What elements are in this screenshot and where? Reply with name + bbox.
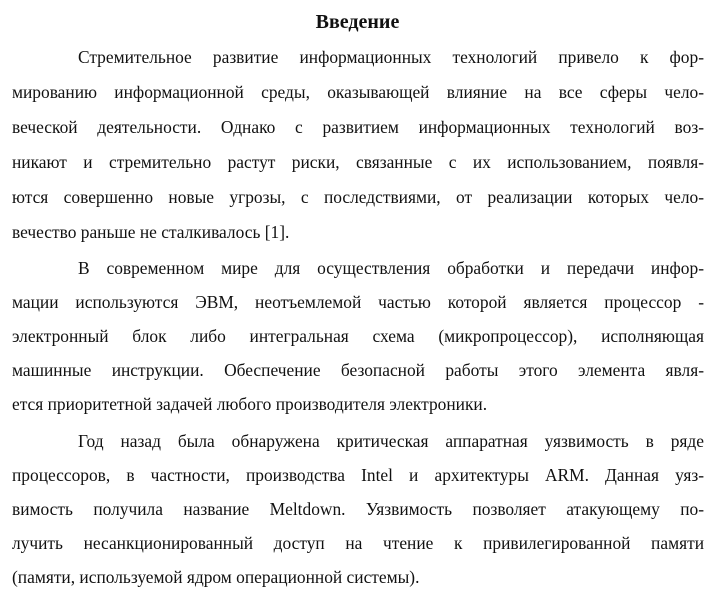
text-line: В современном мире для осуществления обработки и передачи инфор- (78, 258, 704, 278)
text-line: электронный блок либо интегральная схема (микропроцессор), исполняющая (12, 326, 704, 346)
text-line: машинные инструкции. Обеспечение безопасной работы этого элемента явля- (12, 360, 704, 380)
text-line: процессоров, в частности, производства Intel и архитектуры ARM. Данная уяз- (12, 465, 704, 485)
text-line: вимость получила название Meltdown. Уязвимость позволяет атакующему по- (12, 499, 704, 519)
text-line: (памяти, используемой ядром операционной системы). (12, 567, 420, 587)
text-line: ется приоритетной задачей любого производителя электроники. (12, 394, 488, 414)
text-line: мации используются ЭВМ, неотъемлемой частью которой является процессор - (12, 292, 704, 312)
text-line: Год назад была обнаружена критическая аппаратная уязвимость в ряде (78, 431, 704, 451)
text-line: лучить несанкционированный доступ на чтение к привилегированной памяти (12, 533, 704, 553)
text-line: ются совершенно новые угрозы, с последствиями, от реализации которых чело- (12, 187, 704, 207)
text-line: Стремительное развитие информационных технологий привело к фор- (78, 47, 704, 67)
page-title: Введение (315, 11, 400, 33)
text-line: веческой деятельности. Однако с развитием информационных технологий воз- (12, 117, 704, 137)
text-line: вечество раньше не сталкивалось [1]. (12, 222, 290, 242)
text-line: мированию информационной среды, оказывающей влияние на все сферы чело- (12, 82, 704, 102)
text-line: никают и стремительно растут риски, связанные с их использованием, появля- (12, 152, 704, 172)
